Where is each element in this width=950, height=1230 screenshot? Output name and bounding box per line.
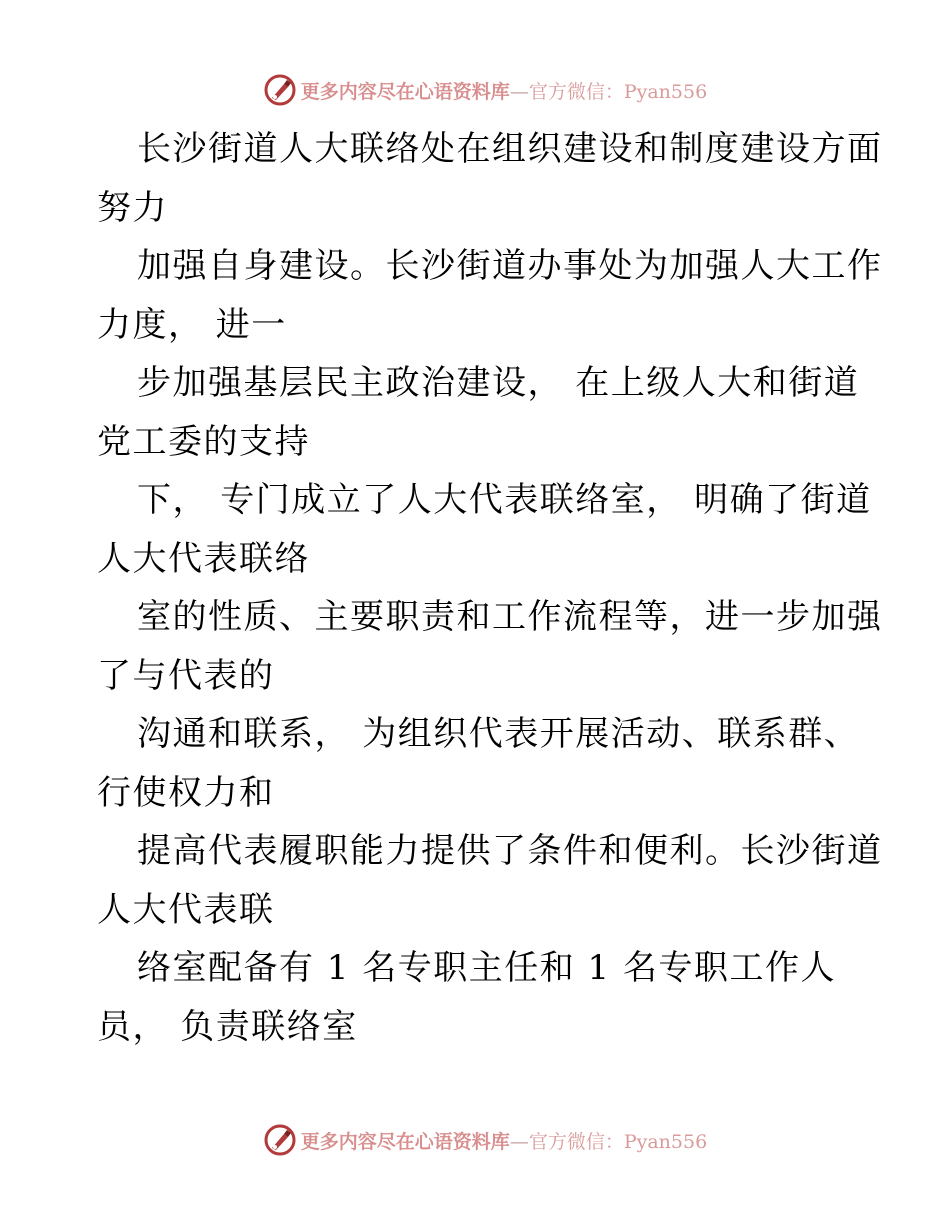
header-wechat-id: Pyan556 — [623, 80, 708, 103]
body-line: 提高代表履职能力提供了条件和便利。长沙街道 — [137, 831, 883, 871]
body-line: 员， 负责联络室 — [97, 1006, 358, 1047]
footer-banner — [0, 1120, 950, 1160]
body-text — [97, 120, 883, 1056]
body-line: 长沙街道人大联络处在组织建设和制度建设方面 — [137, 129, 883, 169]
body-line: 人大代表联络 — [97, 538, 310, 579]
footer-banner-content — [263, 1123, 707, 1157]
body-line: 络室配备有 1 名专职主任和 1 名专职工作人 — [137, 948, 836, 988]
pen-logo-icon — [263, 73, 297, 107]
body-line: 室的性质、主要职责和工作流程等，进一步加强 — [137, 597, 883, 637]
header-banner-content — [263, 73, 707, 107]
body-line: 沟通和联系， 为组织代表开展活动、联系群、 — [137, 714, 860, 754]
header-wechat-label: 官方微信： — [528, 80, 624, 103]
footer-site-text: 更多内容尽在心语资料库 — [300, 1130, 510, 1153]
footer-dash: — — [509, 1130, 529, 1153]
body-line: 人大代表联 — [97, 889, 275, 930]
pen-logo-icon — [263, 1123, 297, 1157]
header-text — [301, 77, 707, 104]
body-line: 努力 — [97, 187, 168, 228]
body-line: 加强自身建设。长沙街道办事处为加强人大工作 — [137, 246, 883, 286]
body-line: 下， 专门成立了人大代表联络室， 明确了街道 — [137, 480, 872, 520]
body-line: 步加强基层民主政治建设， 在上级人大和街道 — [137, 363, 860, 403]
header-dash: — — [509, 80, 529, 103]
body-line: 力度， 进一 — [97, 304, 287, 345]
footer-wechat-label: 官方微信： — [528, 1130, 624, 1153]
header-site-text: 更多内容尽在心语资料库 — [300, 80, 510, 103]
footer-wechat-id: Pyan556 — [623, 1130, 708, 1153]
header-banner — [0, 70, 950, 110]
footer-text — [301, 1127, 707, 1154]
body-line: 行使权力和 — [97, 772, 275, 813]
body-line: 了与代表的 — [97, 655, 275, 696]
body-line: 党工委的支持 — [97, 421, 310, 462]
